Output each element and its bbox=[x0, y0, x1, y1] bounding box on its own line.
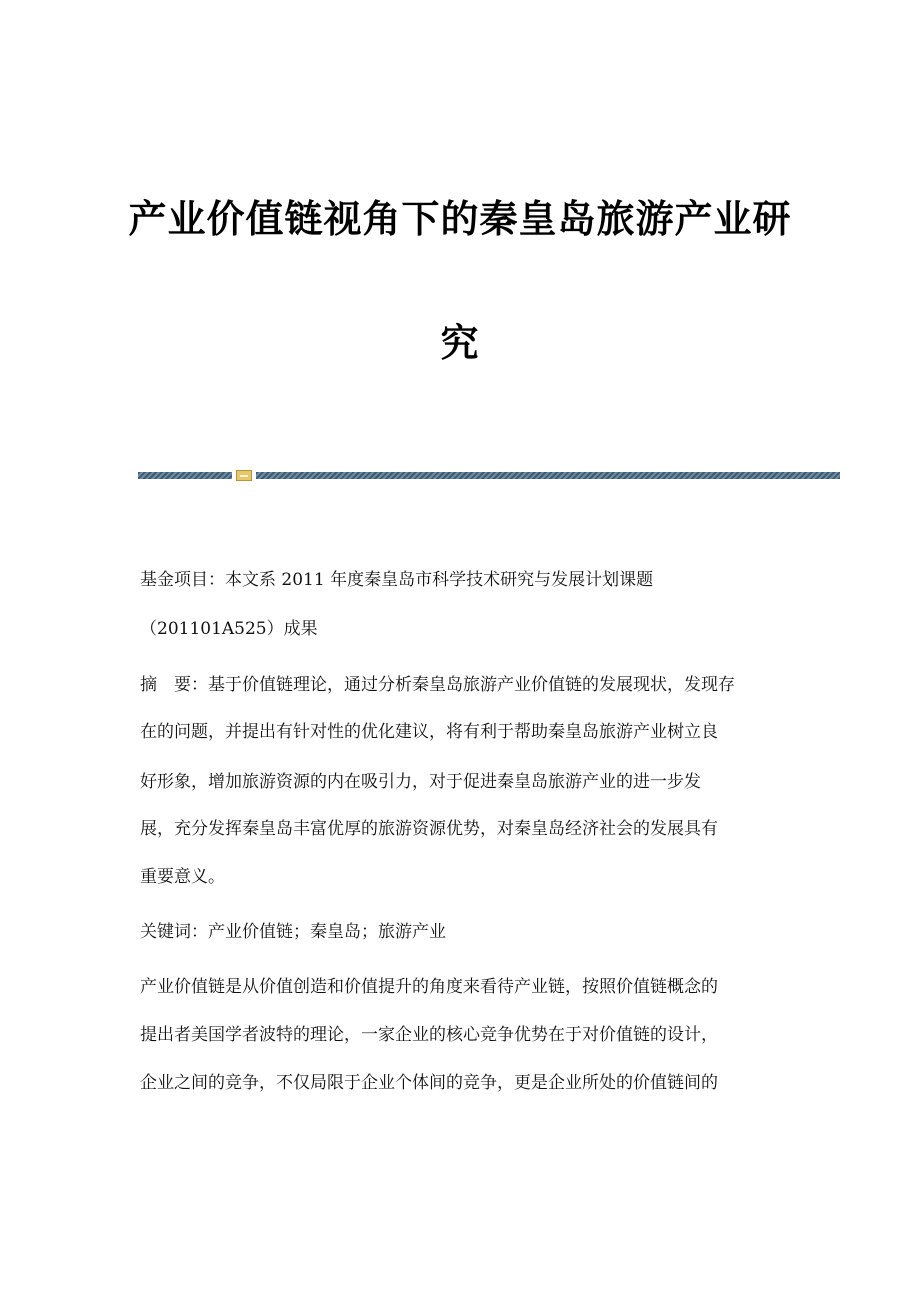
divider-ornament-icon bbox=[236, 470, 252, 481]
abstract-line-5: 重要意义。 bbox=[140, 867, 225, 887]
fund-project-line-2: （201101A525）成果 bbox=[140, 619, 318, 639]
divider-bar-right bbox=[256, 472, 840, 479]
abstract-line-1: 摘 要：基于价值链理论，通过分析秦皇岛旅游产业价值链的发展现状，发现存 bbox=[140, 675, 735, 695]
abstract-line-4: 展，充分发挥秦皇岛丰富优厚的旅游资源优势，对秦皇岛经济社会的发展具有 bbox=[140, 819, 718, 839]
abstract-line-2: 在的问题，并提出有针对性的优化建议，将有利于帮助秦皇岛旅游产业树立良 bbox=[140, 722, 718, 742]
abstract-line-3: 好形象，增加旅游资源的内在吸引力，对于促进秦皇岛旅游产业的进一步发 bbox=[140, 772, 701, 792]
body-line-3: 企业之间的竞争，不仅局限于企业个体间的竞争，更是企业所处的价值链间的 bbox=[140, 1073, 718, 1093]
divider-bar-left bbox=[138, 472, 232, 479]
title-divider bbox=[138, 470, 840, 482]
fund-project-line-1: 基金项目：本文系 2011 年度秦皇岛市科学技术研究与发展计划课题 bbox=[140, 570, 654, 590]
document-title-line-2: 究 bbox=[440, 321, 480, 365]
document-title-line-1: 产业价值链视角下的秦皇岛旅游产业研 bbox=[128, 197, 792, 241]
body-line-2: 提出者美国学者波特的理论，一家企业的核心竞争优势在于对价值链的设计， bbox=[140, 1025, 718, 1045]
keywords-line: 关键词：产业价值链；秦皇岛；旅游产业 bbox=[140, 922, 446, 942]
body-line-1: 产业价值链是从价值创造和价值提升的角度来看待产业链，按照价值链概念的 bbox=[140, 977, 718, 997]
